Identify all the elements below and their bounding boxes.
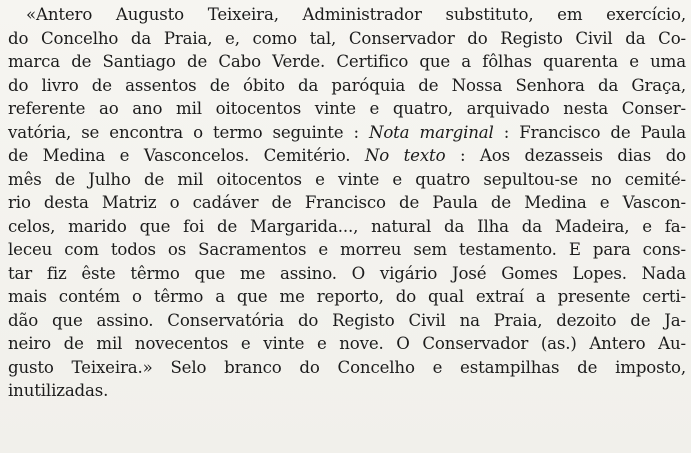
text-line	[8, 215, 686, 239]
text-line	[8, 356, 686, 380]
text-line	[8, 168, 686, 192]
text-line	[8, 27, 686, 51]
text-line	[8, 50, 686, 74]
text-run: de Medina e Vasconcelos. Cemitério.	[8, 146, 365, 165]
text-run: gusto Teixeira.» Selo branco do Concelho e estampilhas de imposto,	[8, 357, 686, 377]
text-run: celos, marido que foi de Margarida..., natural da Ilha da Madeira, e fa-	[8, 216, 686, 236]
text-run: tar fiz êste têrmo que me assino. O vigário José Gomes Lopes. Nada	[8, 263, 686, 283]
text-run: «Antero Augusto Teixeira, Administrador substituto, em exercício,	[26, 5, 686, 24]
text-run: rio desta Matriz o cadáver de Francisco de Paula de Medina e Vascon-	[8, 193, 686, 212]
text-run: dão que assino. Conservatória do Registo Civil na Praia, dezoito de Ja-	[8, 310, 686, 330]
text-run: marca de Santiago de Cabo Verde. Certifico que a fôlhas quarenta e uma	[8, 52, 686, 71]
text-line	[8, 144, 686, 168]
text-run: : Aos dezasseis dias do	[445, 146, 687, 165]
text-line	[8, 238, 686, 262]
text-run: mais contém o têrmo a que me reporto, do qual extraí a presente certi-	[8, 287, 686, 306]
text-line	[8, 379, 686, 403]
text-run: leceu com todos os Sacramentos e morreu sem testamento. E para cons-	[8, 240, 686, 259]
text-line	[8, 309, 686, 333]
text-run: neiro de mil novecentos e vinte e nove. O Conservador (as.) Antero Au-	[8, 334, 686, 353]
certificate-text	[8, 3, 686, 403]
text-line	[8, 121, 686, 145]
italic-phrase: No texto	[364, 146, 446, 165]
text-run: vatória, se encontra o termo seguinte :	[8, 122, 369, 142]
text-line	[8, 262, 686, 286]
text-line	[8, 74, 686, 98]
italic-phrase: Nota marginal	[368, 122, 494, 142]
text-line	[8, 191, 686, 215]
text-line	[8, 285, 686, 309]
text-run: do Concelho da Praia, e, como tal, Conservador do Registo Civil da Co-	[8, 28, 686, 48]
text-line	[8, 332, 686, 356]
text-run: inutilizadas.	[8, 381, 109, 400]
text-run: mês de Julho de mil oitocentos e vinte e quatro sepultou-se no cemité-	[8, 169, 686, 189]
text-run: do livro de assentos de óbito da paróquia de Nossa Senhora da Graça,	[8, 75, 686, 95]
text-run: : Francisco de Paula	[493, 122, 687, 142]
text-run: referente ao ano mil oitocentos vinte e quatro, arquivado nesta Conser-	[8, 99, 686, 118]
text-line	[8, 97, 686, 121]
text-line	[8, 3, 686, 27]
